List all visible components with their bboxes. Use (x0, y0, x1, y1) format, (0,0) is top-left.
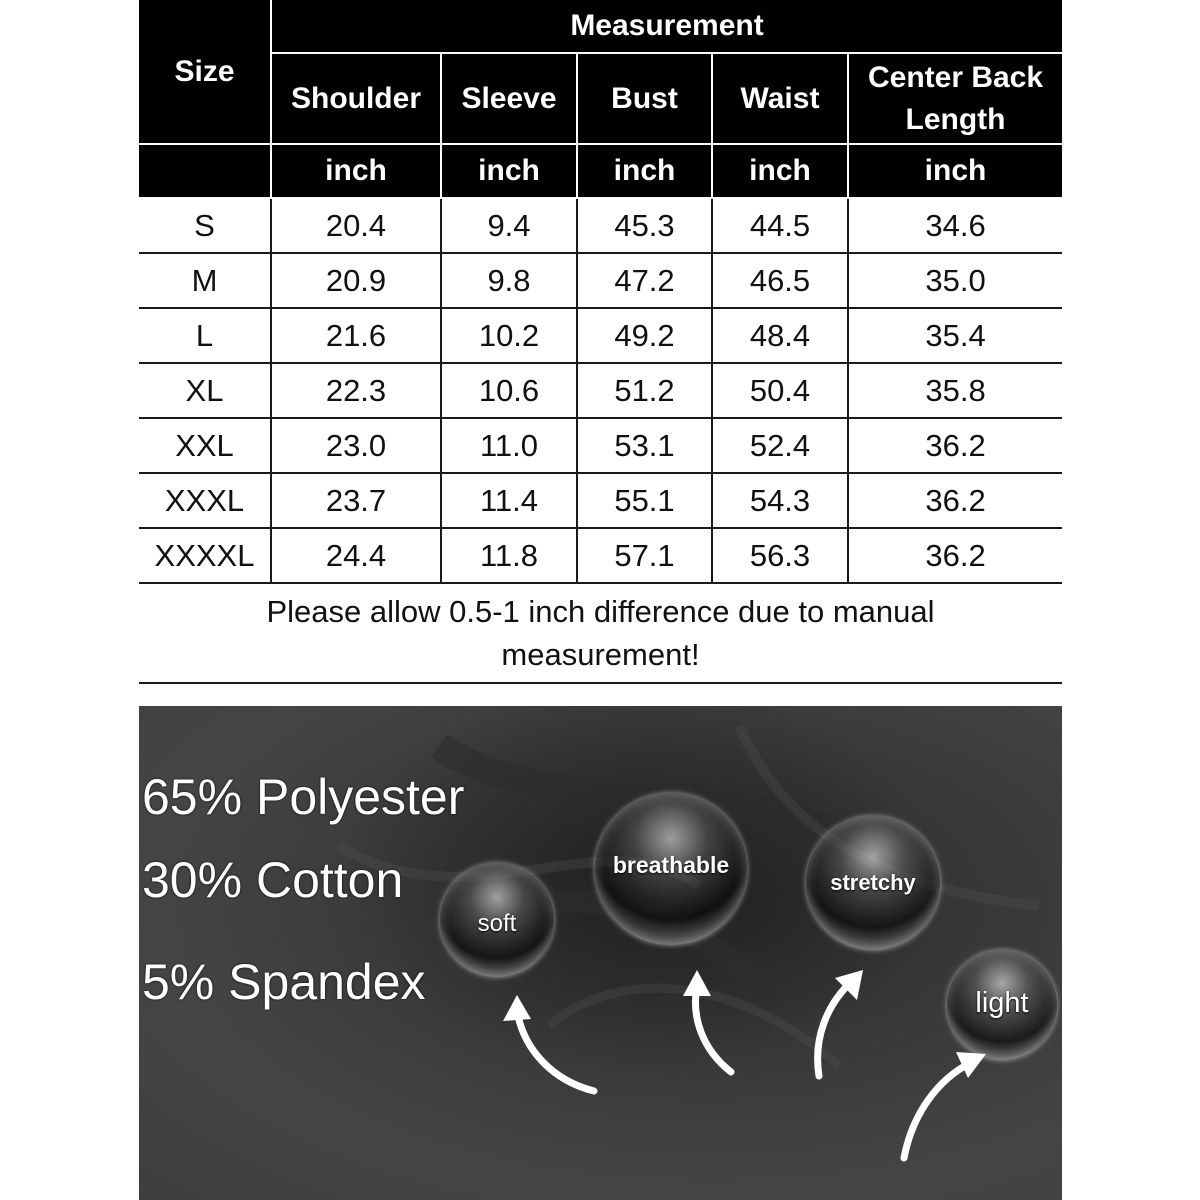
column-header-bust: Bust (577, 53, 712, 144)
unit-row-spacer (139, 144, 271, 198)
feature-label-light: light (975, 986, 1029, 1019)
measurement-table (139, 0, 1062, 584)
table-row (139, 363, 1062, 418)
table-row (139, 473, 1062, 528)
shoulder-cell: 23.0 (271, 418, 441, 473)
center-back-length-cell: 36.2 (848, 418, 1062, 473)
composition-cotton: 30% Cotton (142, 852, 404, 908)
center-back-length-cell: 35.4 (848, 308, 1062, 363)
table-row (139, 198, 1062, 253)
size-cell: XXL (139, 418, 271, 473)
size-cell: M (139, 253, 271, 308)
size-column-header: Size (139, 0, 271, 144)
feature-bubble-stretchy (806, 816, 940, 950)
waist-cell: 52.4 (712, 418, 848, 473)
bust-cell: 45.3 (577, 198, 712, 253)
sleeve-cell: 9.4 (441, 198, 577, 253)
center-back-length-cell: 35.8 (848, 363, 1062, 418)
waist-cell: 44.5 (712, 198, 848, 253)
curved-arrow-icon (801, 964, 881, 1084)
column-header-shoulder: Shoulder (271, 53, 441, 144)
shoulder-cell: 21.6 (271, 308, 441, 363)
feature-label-stretchy: stretchy (830, 870, 916, 895)
shoulder-cell: 24.4 (271, 528, 441, 583)
curved-arrow-icon (894, 1046, 994, 1166)
waist-cell: 48.4 (712, 308, 848, 363)
composition-polyester: 65% Polyester (142, 769, 465, 825)
waist-cell: 50.4 (712, 363, 848, 418)
bust-cell: 57.1 (577, 528, 712, 583)
unit-label: inch (577, 144, 712, 198)
column-header-waist: Waist (712, 53, 848, 144)
size-cell: S (139, 198, 271, 253)
bust-cell: 55.1 (577, 473, 712, 528)
sleeve-cell: 9.8 (441, 253, 577, 308)
composition-spandex: 5% Spandex (142, 954, 426, 1010)
table-row (139, 308, 1062, 363)
feature-label-soft: soft (477, 910, 517, 937)
sleeve-cell: 10.2 (441, 308, 577, 363)
shoulder-cell: 20.4 (271, 198, 441, 253)
size-cell: XL (139, 363, 271, 418)
center-back-length-cell: 36.2 (848, 528, 1062, 583)
unit-label: inch (712, 144, 848, 198)
center-back-length-label: Center Back Length (867, 60, 1044, 136)
table-row (139, 528, 1062, 583)
shoulder-cell: 20.9 (271, 253, 441, 308)
bust-cell: 49.2 (577, 308, 712, 363)
waist-cell: 56.3 (712, 528, 848, 583)
bust-cell: 51.2 (577, 363, 712, 418)
waist-cell: 46.5 (712, 253, 848, 308)
table-row (139, 253, 1062, 308)
sleeve-cell: 11.8 (441, 528, 577, 583)
curved-arrow-icon (499, 991, 609, 1101)
column-header-center-back-length (848, 53, 1062, 144)
feature-bubble-soft (440, 863, 554, 977)
shoulder-cell: 23.7 (271, 473, 441, 528)
column-header-sleeve: Sleeve (441, 53, 577, 144)
fabric-photo (139, 706, 1062, 1200)
sleeve-cell: 11.0 (441, 418, 577, 473)
center-back-length-cell: 36.2 (848, 473, 1062, 528)
unit-label: inch (271, 144, 441, 198)
shoulder-cell: 22.3 (271, 363, 441, 418)
curved-arrow-icon (669, 968, 749, 1078)
feature-bubble-light (947, 950, 1057, 1060)
table-row (139, 418, 1062, 473)
bust-cell: 47.2 (577, 253, 712, 308)
feature-label-breathable: breathable (612, 851, 730, 878)
size-cell: L (139, 308, 271, 363)
size-cell: XXXXL (139, 528, 271, 583)
feature-bubble-breathable (595, 793, 747, 945)
measurement-group-header: Measurement (271, 0, 1062, 53)
unit-label: inch (441, 144, 577, 198)
bust-cell: 53.1 (577, 418, 712, 473)
size-chart (139, 0, 1062, 686)
sleeve-cell: 10.6 (441, 363, 577, 418)
unit-label: inch (848, 144, 1062, 198)
measurement-disclaimer: Please allow 0.5-1 inch difference due to manual measurement! (139, 584, 1062, 684)
sleeve-cell: 11.4 (441, 473, 577, 528)
waist-cell: 54.3 (712, 473, 848, 528)
size-cell: XXXL (139, 473, 271, 528)
center-back-length-cell: 35.0 (848, 253, 1062, 308)
center-back-length-cell: 34.6 (848, 198, 1062, 253)
